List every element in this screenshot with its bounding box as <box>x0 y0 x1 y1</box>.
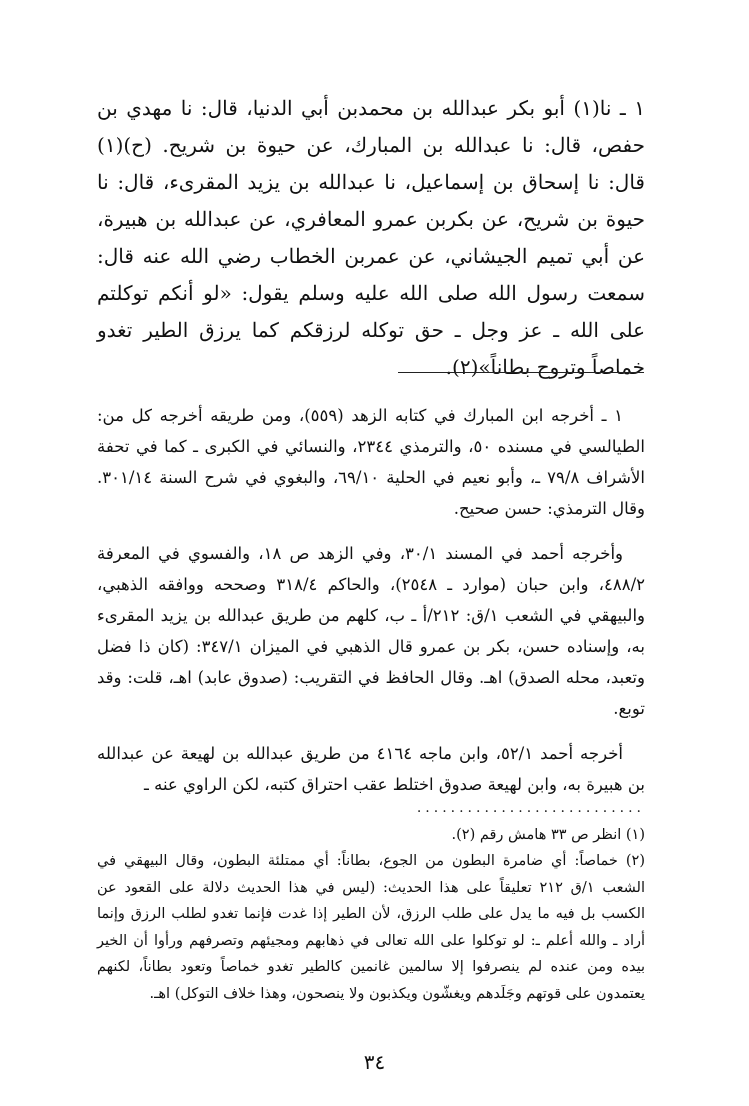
hadith-paragraph: ١ ـ نا(١) أبو بكر عبدالله بن محمدبن أبي الدنيا، قال: نا مهدي بن حفص، قال: نا عبدالله بن المبارك، عن حيوة بن شريح. (ح)(١) قال: نا إسحاق بن إسماعيل، نا عبدالله بن يزيد المقرىء، قال: نا حيوة بن شريح، عن بكربن عمرو المعافري، عن عبدالله بن هبيرة، عن أبي تميم الجيشاني، عن عمربن الخطاب رضي الله عنه قال: سمعت رسول الله صلى الله عليه وسلم يقول: «لو أنكم توكلتم على الله ـ عز وجل ـ حق توكله لرزقكم كما يرزق الطير تغدو خماصاً وتروح بطاناً»(٢). <box>97 96 645 379</box>
main-hadith-text <box>97 90 645 386</box>
footnote-1: (١) انظر ص ٣٣ هامش رقم (٢). <box>451 827 645 843</box>
note-paragraph-2: وأخرجه أحمد في المسند ٣٠/١، وفي الزهد ص ١٨، والفسوي في المعرفة ٤٨٨/٢، وابن حبان (موارد ـ ٢٥٤٨)، والحاكم ٣١٨/٤ وصححه ووافقه الذهبي، والبيهقي في الشعب ١/ق: ٢١٢/أ ـ ب، كلهم من طريق عبدالله بن يزيد المقرىء به، وإسناده حسن، بكر بن عمرو قال الذهبي في الميزان ٣٤٧/١: (كان ذا فضل وتعبد، محله الصدق) اهـ. وقال الحافظ في التقريب: (صدوق عابد) اهـ، قلت: وقد توبع. <box>97 544 645 718</box>
page-number: ٣٤ <box>363 1050 386 1074</box>
footnote-separator: ........................... <box>416 800 645 816</box>
commentary-notes <box>97 400 645 814</box>
note-paragraph-3: أخرجه أحمد ٥٢/١، وابن ماجه ٤١٦٤ من طريق عبدالله بن لهيعة عن عبدالله بن هبيرة به، وابن لهيعة صدوق اختلط عقب احتراق كتبه، لكن الراوي عنه ـ <box>97 744 645 794</box>
note-paragraph-1: ١ ـ أخرجه ابن المبارك في كتابه الزهد (٥٥٩)، ومن طريقه أخرجه كل من: الطيالسي في مسنده ٥٠، والترمذي ٢٣٤٤، والنسائي في الكبرى ـ كما في تحفة الأشراف ٧٩/٨ ـ، وأبو نعيم في الحلية ٦٩/١٠، والبغوي في شرح السنة ٣٠١/١٤. وقال الترمذي: حسن صحيح. <box>97 406 645 518</box>
footnote-2: (٢) خماصاً: أي ضامرة البطون من الجوع، بطاناً: أي ممتلئة البطون، وقال البيهقي في الشعب ١/ق ٢١٢ تعليقاً على هذا الحديث: (ليس في هذا الحديث دلالة على القعود عن الكسب بل فيه ما يدل على طلب الرزق، لأن الطير إذا غدت فإنما تغدو لطلب الرزق وإنما أراد ـ والله أعلم ـ: لو توكلوا على الله تعالى في ذهابهم ومجيئهم وتصرفهم ورأوا أن الخير بيده ومن عنده لم ينصرفوا إلا سالمين غانمين كالطير تغدو خماصاً وتعود بطاناً، لكنهم يعتمدون على قوتهم وجَلَدهم ويغشّون ويكذبون ولا ينصحون، وهذا خلاف التوكل) اهـ. <box>97 853 645 1002</box>
section-divider <box>398 372 644 373</box>
